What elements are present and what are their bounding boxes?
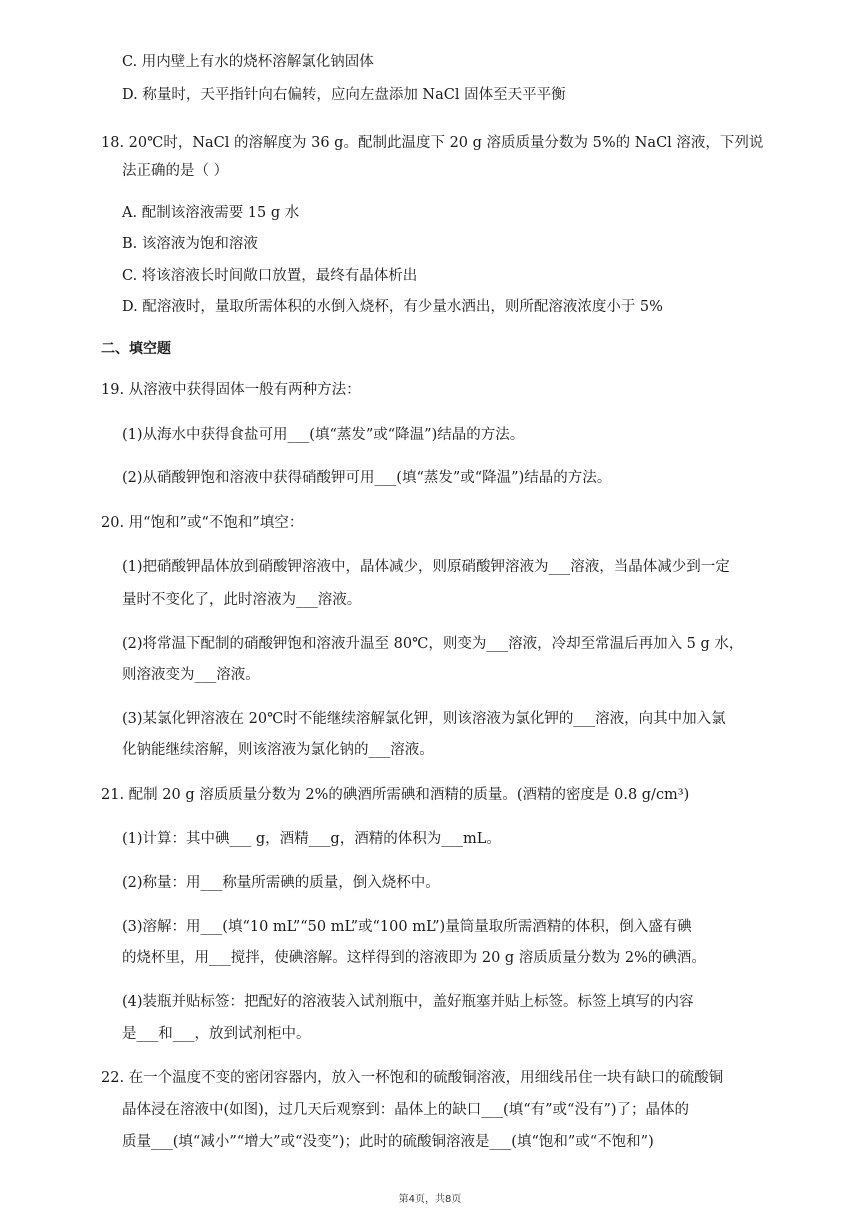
question-20-part-3-cont: 化钠能继续溶解，则该溶液为氯化钠的___溶液。 — [122, 742, 434, 758]
question-22-stem: 22. 在一个温度不变的密闭容器内，放入一杯饱和的硫酸铜溶液，用细线吊住一块有缺口的硫酸铜 — [101, 1070, 724, 1086]
question-20-part-1-cont: 量时不变化了，此时溶液为___溶液。 — [122, 592, 362, 608]
question-20-stem: 20. 用“饱和”或“不饱和”填空： — [101, 515, 304, 531]
question-21-stem: 21. 配制 20 g 溶质质量分数为 2%的碘酒所需碘和酒精的质量。(酒精的密度是 0.8 g/cm³) — [101, 787, 690, 803]
question-18-stem: 18. 20℃时，NaCl 的溶解度为 36 g。配制此温度下 20 g 溶质质量分数为 5%的 NaCl 溶液，下列说 — [101, 135, 764, 151]
question-21-part-3: (3)溶解：用___(填“10 mL”“50 mL”或“100 mL”)量筒量取所需酒精的体积，倒入盛有碘 — [122, 919, 692, 935]
question-21-part-4: (4)装瓶并贴标签：把配好的溶液装入试剂瓶中，盖好瓶塞并贴上标签。标签上填写的内容 — [122, 994, 694, 1010]
question-19-part-2: (2)从硝酸钾饱和溶液中获得硝酸钾可用___(填“蒸发”或“降温”)结晶的方法。 — [122, 470, 612, 486]
option-a-18: A. 配制该溶液需要 15 g 水 — [122, 205, 300, 221]
question-21-part-1: (1)计算：其中碘___ g，酒精___g，酒精的体积为___mL。 — [122, 831, 501, 847]
question-20-part-1: (1)把硝酸钾晶体放到硝酸钾溶液中，晶体减少，则原硝酸钾溶液为___溶液，当晶体减少到一定 — [122, 559, 730, 575]
option-d-18: D. 配溶液时，量取所需体积的水倒入烧杯，有少量水洒出，则所配溶液浓度小于 5% — [122, 299, 663, 315]
question-18-stem-cont: 法正确的是（ ） — [122, 163, 229, 179]
question-21-part-3-cont: 的烧杯里，用___搅拌，使碘溶解。这样得到的溶液即为 20 g 溶质质量分数为 2%的碘酒。 — [122, 950, 706, 966]
option-c-17: C. 用内壁上有水的烧杯溶解氯化钠固体 — [122, 54, 374, 70]
question-19-stem: 19. 从溶液中获得固体一般有两种方法： — [101, 382, 361, 398]
option-d-17: D. 称量时，天平指针向右偏转，应向左盘添加 NaCl 固体至天平平衡 — [122, 87, 566, 103]
question-19-part-1: (1)从海水中获得食盐可用___(填“蒸发”或“降温”)结晶的方法。 — [122, 427, 525, 443]
option-b-18: B. 该溶液为饱和溶液 — [122, 236, 258, 252]
question-22-stem-cont-1: 晶体浸在溶液中(如图)，过几天后观察到：晶体上的缺口___(填“有”或“没有”)了；晶体的 — [122, 1102, 690, 1118]
question-21-part-4-cont: 是___和___，放到试剂柜中。 — [122, 1026, 311, 1042]
option-c-18: C. 将该溶液长时间敞口放置，最终有晶体析出 — [122, 268, 418, 284]
page-footer: 第4页，共8页 — [398, 1194, 462, 1205]
question-22-stem-cont-2: 质量___(填“减小”“增大”或“没变”)；此时的硫酸铜溶液是___(填“饱和”或“不饱和”) — [122, 1134, 654, 1150]
question-20-part-2-cont: 则溶液变为___溶液。 — [122, 667, 260, 683]
question-20-part-2: (2)将常温下配制的硝酸钾饱和溶液升温至 80℃，则变为___溶液，冷却至常温后再加入 5 g 水， — [122, 636, 744, 652]
question-21-part-2: (2)称量：用___称量所需碘的质量，倒入烧杯中。 — [122, 875, 440, 891]
question-20-part-3: (3)某氯化钾溶液在 20℃时不能继续溶解氯化钾，则该溶液为氯化钾的___溶液，向其中加入氯 — [122, 711, 726, 727]
section-heading: 二、填空题 — [101, 341, 171, 357]
